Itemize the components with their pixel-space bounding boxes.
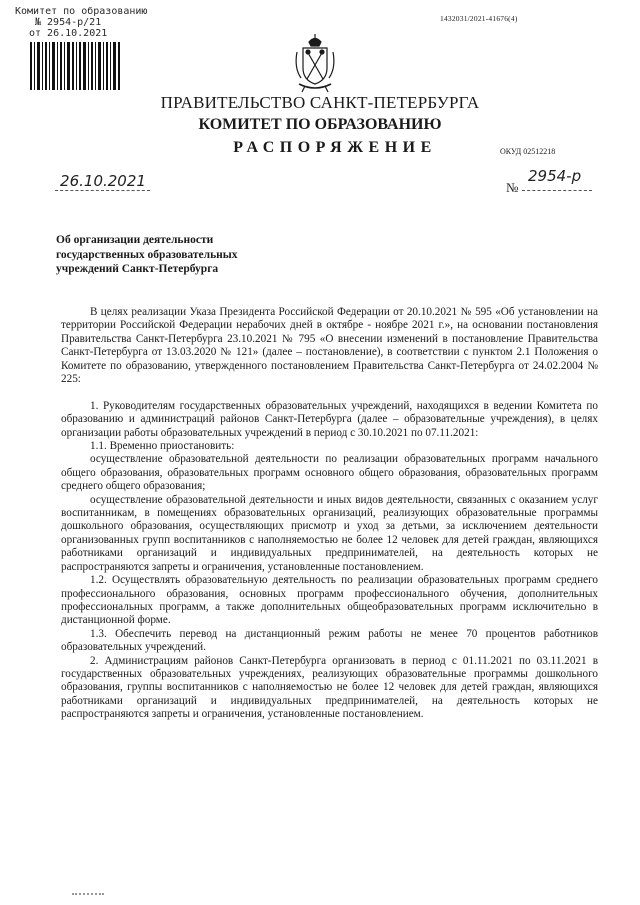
stamp-line-date: от 26.10.2021 <box>29 28 108 39</box>
clause-1-2: 1.2. Осуществлять образовательную деятельность по реализации образовательных программ среднего профессионального образования, основных программ профессионального обучения, дополнительных профессиональных программ, а также дополнительных общеобразовательных программ исключительно в дистанционной форме. <box>61 574 598 627</box>
document-body <box>61 306 598 722</box>
stamp-line-org: Комитет по образованию <box>15 6 148 17</box>
barcode <box>30 42 120 90</box>
okud-code: ОКУД 02512218 <box>500 147 556 156</box>
number-underline <box>522 190 592 191</box>
coat-of-arms-icon <box>290 34 340 94</box>
government-title: ПРАВИТЕЛЬСТВО САНКТ-ПЕТЕРБУРГА <box>160 93 480 112</box>
stamp-line-number: № 2954-р/21 <box>35 17 102 28</box>
document-subject <box>56 233 316 277</box>
preamble-paragraph: В целях реализации Указа Президента Российской Федерации от 20.10.2021 № 595 «Об установлении на территории Российской Федерации нерабочих дней в октябре - ноябре 2021 г.», на основании постановления Правительства Санкт-Петербурга 23.10.2021 № 795 «О внесении изменений в постановление Правительства Санкт-Петербурга от 13.03.2020 № 121» (далее – постановление), в соответствии с пунктом 2.1 Положения о Комитете по образованию, утвержденного постановлением Правительства Санкт-Петербурга от 24.02.2004 № 225: <box>61 306 598 386</box>
clause-1-1-item-2: осуществление образовательной деятельности и иных видов деятельности, связанных с оказанием услуг воспитанникам, в помещениях образовательных организаций, реализующих образовательные программы дошкольного образования, осуществляющих присмотр и уход за детьми, за исключением деятельности организованных групп воспитанников с наполняемостью не более 12 человек для детей граждан, являющихся работниками организаций и индивидуальных предпринимателей, на деятельность которых не распространяются запреты и ограничения, установленные постановлением. <box>61 493 598 573</box>
document-registration-number: 1432031/2021-41676(4) <box>440 14 518 23</box>
handwritten-date: 26.10.2021 <box>60 172 146 190</box>
number-label: № <box>506 180 519 195</box>
registration-stamp <box>15 6 147 39</box>
clause-1-3: 1.3. Обеспечить перевод на дистанционный режим работы не менее 70 процентов работников образовательных учреждений. <box>61 627 598 654</box>
subject-line: Об организации деятельности <box>56 234 214 246</box>
clause-1-1-item-1: осуществление образовательной деятельности по реализации образовательных программ начального общего образования, образовательных программ основного общего образования, образовательных программ среднего общего образования; <box>61 453 598 493</box>
page-footer-mark <box>72 893 104 901</box>
clause-2: 2. Администрациям районов Санкт-Петербурга организовать в период с 01.11.2021 по 03.11.2021 в государственных образовательных учреждениях, реализующих образовательные программы дошкольного образования, группы воспитанников с наполняемостью не более 12 человек для детей граждан, являющихся работниками организаций и индивидуальных предпринимателей, на деятельность которых не распространяются запреты и ограничения, установленные постановлением. <box>61 654 598 721</box>
handwritten-number: 2954-р <box>528 167 582 185</box>
clause-1: 1. Руководителям государственных образовательных учреждений, находящихся в ведении Комитета по образованию и администраций районов Санкт-Петербурга (далее – образовательные учреждения), в целях организации работы образовательных учреждений в период с 30.10.2021 по 07.11.2021: <box>61 399 598 439</box>
committee-title: КОМИТЕТ ПО ОБРАЗОВАНИЮ <box>198 116 442 133</box>
subject-line: государственных образовательных <box>56 248 238 261</box>
document-type: РАСПОРЯЖЕНИЕ <box>233 139 437 156</box>
date-underline <box>55 190 150 191</box>
clause-1-1: 1.1. Временно приостановить: <box>90 440 235 453</box>
subject-line: учреждений Санкт-Петербурга <box>56 263 219 275</box>
